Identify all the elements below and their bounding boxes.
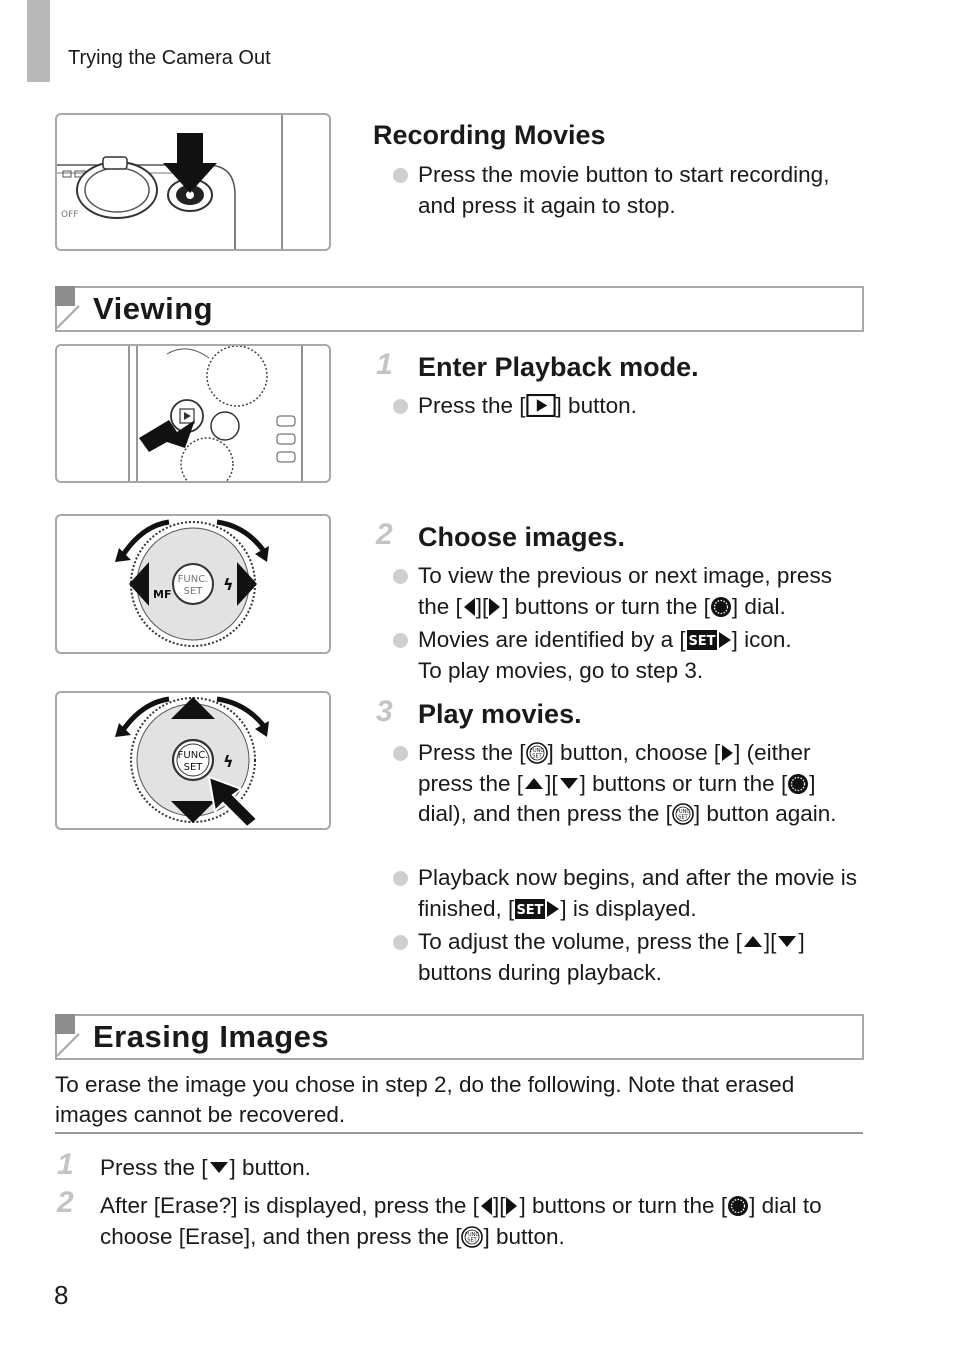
erasing-step-1-number: 1	[57, 1148, 74, 1181]
viewing-step-1-title: Enter Playback mode.	[418, 352, 699, 382]
page-number: 8	[54, 1280, 69, 1310]
right-arrow-icon	[505, 1195, 519, 1217]
viewing-step-2-bullet-1: To view the previous or next image, press the [ ][ ] buttons or turn the [ ] dial.	[393, 561, 868, 622]
playback-button-illustration	[55, 344, 331, 483]
viewing-step-2-number: 2	[376, 518, 393, 551]
viewing-step-3-number: 3	[376, 695, 393, 728]
set-label-2: SET	[183, 762, 203, 773]
recording-heading: Recording Movies	[373, 120, 606, 150]
erasing-intro: To erase the image you chose in step 2, do the following. Note that erased images cannot be recovered.	[55, 1072, 795, 1127]
movie-icon	[686, 629, 732, 651]
set-label: SET	[183, 586, 203, 597]
func-set-icon	[461, 1226, 483, 1248]
func-set-icon	[526, 742, 548, 764]
viewing-section-title: Viewing	[93, 291, 214, 326]
viewing-step-3-bullet-3: To adjust the volume, press the [ ][ ] buttons during playback.	[393, 927, 868, 988]
mf-label: MF	[153, 588, 172, 601]
func-label-2: FUNC.	[177, 750, 209, 761]
func-label: FUNC.	[177, 574, 209, 585]
viewing-section-bar	[55, 286, 864, 332]
erasing-step-2-number: 2	[57, 1186, 74, 1219]
divider	[55, 1132, 863, 1134]
erasing-step-1: Press the [ ] button.	[100, 1155, 311, 1180]
viewing-step-3-title: Play movies.	[418, 699, 582, 729]
left-arrow-icon	[462, 596, 476, 618]
control-dial-icon	[727, 1195, 749, 1217]
viewing-step-3-bullet-1: Press the [ ] button, choose [ ] (either press the [ ][ ] buttons or turn the [ ] dial), and then press the [ ] button again.	[393, 738, 868, 830]
dial-func-illustration	[55, 691, 331, 830]
dial-left-right-illustration	[55, 514, 331, 654]
erasing-step-2: After [Erase?] is displayed, press the [ ][ ] buttons or turn the [ ] dial to choose [Erase], and then press the [ ] button.	[100, 1193, 822, 1249]
viewing-step-1-number: 1	[376, 348, 393, 381]
sidebar-tab	[27, 0, 50, 82]
viewing-step-2-bullet-2: Movies are identified by a [ ] icon. To play movies, go to step 3.	[393, 625, 868, 686]
control-dial-icon	[710, 596, 732, 618]
up-arrow-icon	[742, 934, 764, 948]
movie-button-illustration	[55, 113, 331, 251]
viewing-step-1-bullet: Press the [ ] button.	[393, 391, 868, 422]
movie-icon	[514, 898, 560, 920]
recording-bullet: Press the movie button to start recording, and press it again to stop.	[393, 160, 868, 221]
viewing-step-3-bullet-2: Playback now begins, and after the movie is finished, [ ] is displayed.	[393, 863, 868, 924]
down-arrow-icon	[208, 1160, 230, 1174]
erasing-section-title: Erasing Images	[93, 1019, 330, 1054]
func-set-icon	[672, 803, 694, 825]
up-arrow-icon	[523, 776, 545, 790]
down-arrow-icon	[776, 934, 798, 948]
svg-text:ϟ: ϟ	[223, 575, 234, 594]
svg-text:ϟ: ϟ	[223, 752, 234, 771]
running-header: Trying the Camera Out	[68, 47, 271, 69]
play-triangle-icon	[720, 742, 734, 764]
viewing-step-2-title: Choose images.	[418, 522, 626, 552]
erasing-section-bar	[55, 1014, 864, 1060]
off-label: OFF	[61, 210, 79, 220]
left-arrow-icon	[479, 1195, 493, 1217]
down-arrow-icon	[558, 776, 580, 790]
right-arrow-icon	[488, 596, 502, 618]
control-dial-icon	[787, 773, 809, 795]
playback-icon	[526, 394, 556, 417]
